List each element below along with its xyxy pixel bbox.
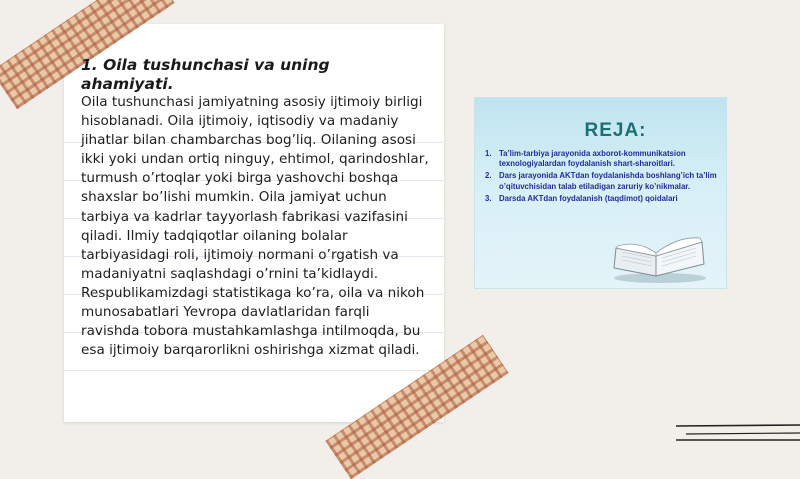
reja-plan-image [474,97,727,289]
reja-item-text: Dars jarayonida AKTdan foydalanishda boshlang’ich ta’lim o’qituvchisidan talab etiladigan zaruriy ko’nikmalar. [499,171,717,191]
reja-item [485,149,725,169]
open-book-icon [608,226,708,284]
body-paragraph: Oila tushunchasi jamiyatning asosiy ijtimoiy birligi hisoblanadi. Oila ijtimoiy, iqtisodiy va madaniy jihatlar bilan chambarchas bog’liq. Oilaning asosi ikki yoki undan ortiq ninguy, ehtimol, qarindoshlar, turmush o’rtoqlar yoki birga yashovchi boshqa shaxslar bo’lishi mumkin. Oila jamiyat uchun tarbiya va kadrlar tayyorlash fabrikasi vazifasini qiladi. Ilmiy tadqiqotlar oilaning bolalar tarbiyasidagi roli, ijtimoiy normani o’rgatish va madaniyatni saqlashdagi o’rnini ta’kidlaydi. Respublikamizdagi statistikaga ko’ra, oila va nikoh munosabatlari Yevropa davlatlaridan farqli ravishda tobora mustahkamlashga intilmoqda, bu esa ijtimoiy barqarorlikni oshirishga xizmat qiladi. [81,94,429,359]
reja-item-text: Darsda AKTdan foydalanish (taqdimot) qoidalari [499,193,678,203]
reja-list [485,149,725,206]
reja-item-text: Ta’lim-tarbiya jarayonida axborot-kommunikatsion texnologiyalardan foydalanish shart-sharoitlari. [499,149,686,169]
reja-item-number: 3. [485,193,492,203]
reja-item-number: 2. [485,171,492,181]
reja-item [485,194,725,204]
reja-item-number: 1. [485,149,492,158]
reja-title: REJA: [584,120,647,141]
decorative-lines [676,420,800,450]
section-heading: 1. Oila tushunchasi va uning ahamiyati. [81,56,330,93]
reja-item [485,171,725,191]
